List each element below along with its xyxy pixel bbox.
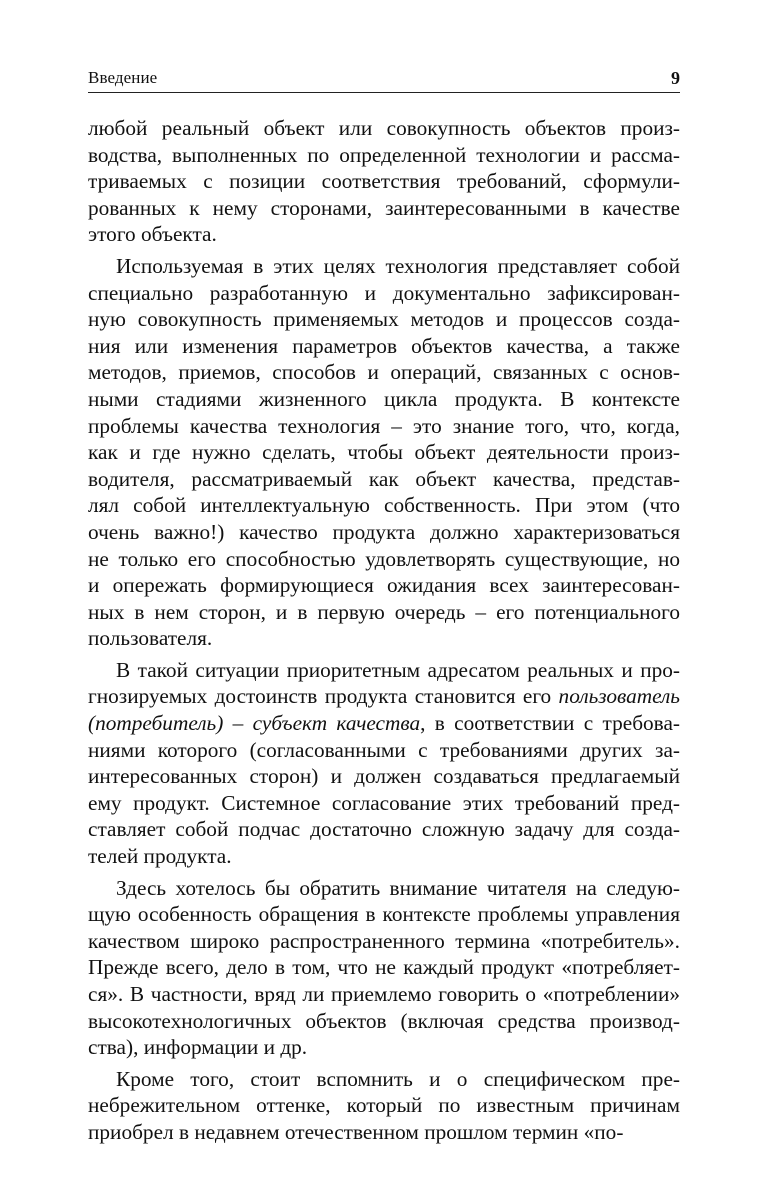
body-text [88,115,680,1146]
text-line [88,954,680,981]
text-line [88,657,680,684]
text-line [88,195,680,222]
text-line [88,790,680,817]
section-title: Введение [88,68,158,87]
text-run: В такой ситуации приоритетным адресатом реальных и про- [116,657,680,682]
text-run: гнозируемых достоинств продукта становится его [88,684,559,709]
paragraph [88,875,680,1061]
text-run: ставляет собой подчас достаточно сложную задачу для созда- [88,817,680,842]
text-run: интересованных сторон) и должен создаваться предлагаемый [88,764,680,789]
text-run: телей продукта. [88,844,232,869]
text-run: ную совокупность применяемых методов и процессов созда- [88,307,680,332]
text-line [88,737,680,764]
text-run: Прежде всего, дело в том, что не каждый продукт «потребляет- [88,955,680,980]
text-line [88,572,680,599]
text-line [88,1119,680,1146]
text-line [88,901,680,928]
text-run: Используемая в этих целях технология представляет собой [116,253,680,278]
text-run: ся». В частности, вряд ли приемлемо говорить о «потреблении» [88,982,680,1006]
text-line [88,359,680,386]
text-line [88,306,680,333]
text-line [88,843,680,870]
text-line [88,1008,680,1035]
text-line [88,816,680,843]
text-line [88,763,680,790]
text-line [88,413,680,440]
text-line [88,253,680,280]
text-run: и опережать формирующиеся ожидания всех заинтересован- [88,573,680,598]
text-run: ему продукт. Системное согласование этих требований пред- [88,790,680,815]
text-run: специально разработанную и документально зафиксирован- [88,280,680,305]
text-line [88,928,680,955]
text-run: приобрел в недавнем отечественном прошлом термин «по- [88,1119,624,1144]
text-run: лял собой интеллектуальную собственность. При этом (что [88,493,680,518]
text-run: любой реальный объект или совокупность объектов произ- [88,116,680,140]
text-run: водства, выполненных по определенной технологии и рассма- [88,142,680,167]
text-run: качеством широко распространенного термина «потребитель». [88,928,680,953]
text-run: проблемы качества технология – это знание того, что, когда, [88,413,680,438]
text-run: ными стадиями жизненного цикла продукта. В контексте [88,386,680,411]
text-run: не только его способностью удовлетворять существующие, но [88,546,680,571]
text-line [88,492,680,519]
text-line [88,386,680,413]
text-line [88,710,680,737]
text-run: ства), информации и др. [88,1035,308,1060]
text-run: триваемых с позиции соответствия требований, сформули- [88,169,680,194]
text-run: Здесь хотелось бы обратить внимание читателя на следую- [116,875,680,900]
text-run: ния или изменения параметров объектов качества, а также [88,333,680,358]
text-run: ных в нем сторон, и в первую очередь – его потенциального [88,599,680,624]
text-run: очень важно!) качество продукта должно характеризоваться [88,519,680,544]
text-line [88,599,680,626]
text-run: пользователя. [88,626,213,651]
text-line [88,519,680,546]
text-line [88,439,680,466]
text-run: рованных к нему сторонами, заинтересованными в качестве [88,195,680,220]
paragraph [88,253,680,652]
running-header [88,66,680,93]
text-run: методов, приемов, способов и операций, связанных с основ- [88,360,680,385]
text-line [88,875,680,902]
text-run: , в соответствии с требова- [420,711,680,736]
text-run: Кроме того, стоит вспомнить и о специфическом пре- [116,1066,680,1091]
text-run: как и где нужно сделать, чтобы объект деятельности произ- [88,440,680,465]
text-line [88,115,680,142]
text-line [88,221,680,248]
text-run: высокотехнологичных объектов (включая средства производ- [88,1008,680,1033]
text-line [88,546,680,573]
paragraph [88,1066,680,1146]
text-line [88,333,680,360]
paragraph [88,657,680,870]
text-run: водителя, рассматриваемый как объект качества, представ- [88,466,680,491]
paragraph [88,115,680,248]
text-line [88,981,680,1008]
text-line [88,683,680,710]
text-line [88,466,680,493]
text-run: этого объекта. [88,222,217,247]
italic-term: (потребитель) – субъект качества [88,711,421,736]
text-line [88,280,680,307]
text-line [88,1034,680,1061]
text-line [88,1092,680,1119]
text-line [88,142,680,169]
text-line [88,625,680,652]
text-line [88,168,680,195]
italic-term: пользователь [558,684,680,709]
text-line [88,1066,680,1093]
text-run: щую особенность обращения в контексте проблемы управления [88,902,680,927]
page-number: 9 [671,68,680,88]
text-run: небрежительном оттенке, который по известным причинам [88,1093,680,1118]
text-run: ниями которого (согласованными с требованиями других за- [88,737,680,762]
